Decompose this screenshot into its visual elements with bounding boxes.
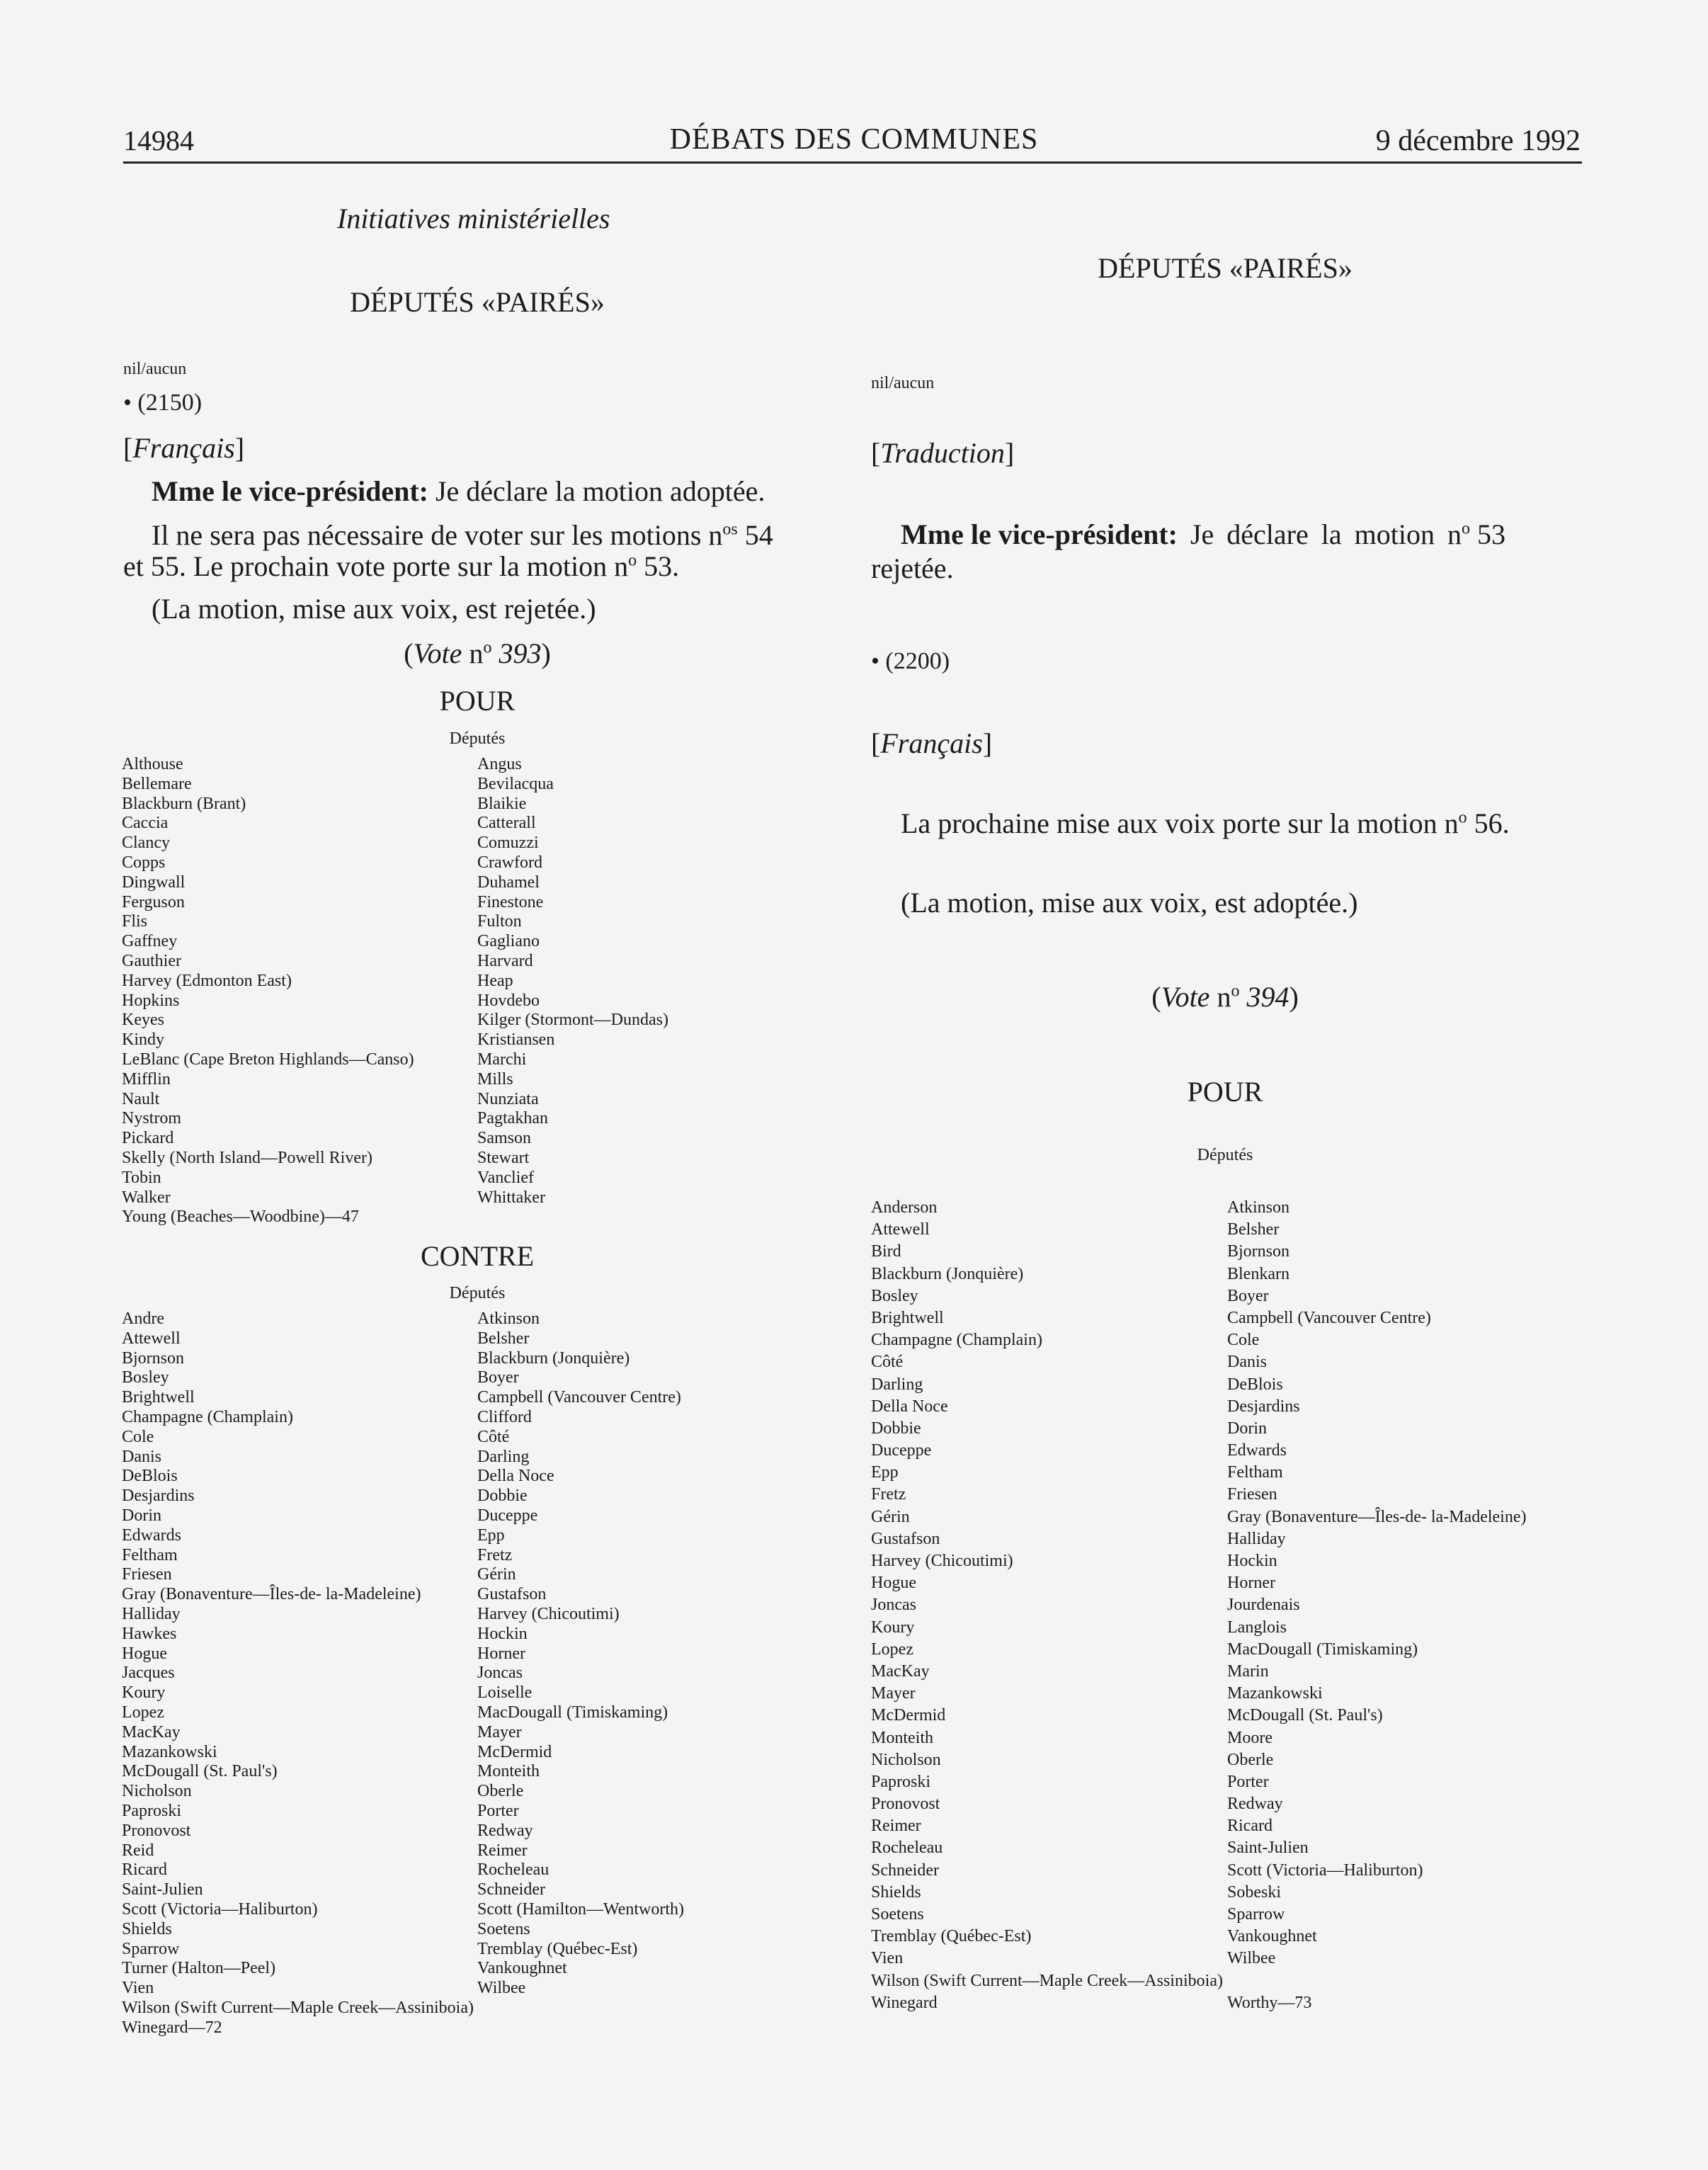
member-name: Vankoughnet	[1227, 1927, 1317, 1946]
right-speaker-paragraph	[901, 517, 1505, 552]
member-name: Friesen	[122, 1565, 172, 1584]
member-name: Côté	[477, 1427, 510, 1446]
left-paired-value: nil/aucun	[123, 360, 187, 378]
member-name: Dorin	[1227, 1419, 1267, 1438]
left-paragraph-2-line1	[152, 518, 773, 553]
member-name: Saint-Julien	[122, 1880, 203, 1899]
member-name: McDougall (St. Paul's)	[1227, 1706, 1383, 1725]
member-name: Reimer	[477, 1841, 528, 1860]
member-name: Della Noce	[871, 1397, 948, 1416]
left-vote-value: 393	[491, 637, 542, 669]
member-name: Lopez	[122, 1703, 164, 1722]
left-p2-text-a: Il ne sera pas nécessaire de voter sur les motions n	[152, 519, 723, 551]
member-name: Skelly (North Island—Powell River)	[122, 1148, 372, 1167]
member-name: Gauthier	[122, 951, 181, 970]
member-name: Kindy	[122, 1030, 164, 1050]
member-name: McDermid	[477, 1742, 552, 1761]
member-name: Finestone	[477, 892, 544, 911]
left-pour-subtitle: Députés	[449, 729, 506, 748]
left-speaker-name: Mme le vice-président:	[152, 475, 428, 507]
left-vote-n: n	[462, 637, 484, 669]
member-name: Harvey (Chicoutimi)	[871, 1552, 1013, 1570]
member-name: Dingwall	[122, 873, 186, 892]
member-name: Tobin	[122, 1168, 161, 1187]
member-name: Hogue	[871, 1574, 916, 1593]
member-name: Mayer	[871, 1684, 916, 1703]
member-name: Scott (Hamilton—Wentworth)	[477, 1899, 685, 1919]
member-name: Nicholson	[122, 1782, 192, 1801]
left-speaker-text: Je déclare la motion adoptée.	[435, 475, 765, 507]
right-vote-value: 394	[1239, 981, 1289, 1013]
member-name: Joncas	[477, 1664, 523, 1683]
member-name: Turner (Halton—Peel)	[122, 1959, 276, 1978]
member-name: Edwards	[122, 1526, 181, 1545]
member-name: Vankoughnet	[477, 1959, 567, 1978]
member-name: DeBlois	[1227, 1375, 1283, 1394]
left-pour-title: POUR	[439, 685, 516, 717]
member-name: Kilger (Stormont—Dundas)	[477, 1011, 668, 1030]
left-paragraph-2-line2	[123, 549, 679, 584]
member-name: Reimer	[871, 1817, 921, 1836]
left-contre-subtitle: Députés	[449, 1284, 506, 1302]
member-name: Hopkins	[122, 991, 180, 1010]
member-name: Schneider	[871, 1861, 939, 1880]
member-name: Clancy	[122, 834, 170, 853]
member-name: Loiselle	[477, 1683, 533, 1703]
member-name: Belsher	[477, 1329, 530, 1348]
member-name: Saint-Julien	[1227, 1839, 1309, 1858]
right-p1-text-b: 56.	[1467, 807, 1510, 839]
member-name: Andre	[122, 1310, 164, 1328]
right-language-1: Traduction	[880, 437, 1005, 469]
right-language-tag-2: [Français]	[871, 727, 993, 759]
member-name: Halliday	[122, 1604, 181, 1623]
member-name: Scott (Victoria—Haliburton)	[122, 1899, 318, 1919]
member-name: Darling	[871, 1375, 923, 1394]
member-name: Joncas	[871, 1596, 916, 1615]
member-name: Hockin	[1227, 1552, 1277, 1570]
member-name: Jacques	[122, 1664, 175, 1683]
member-name: Desjardins	[122, 1487, 195, 1506]
member-name: Attewell	[871, 1220, 930, 1239]
member-name: Campbell (Vancouver Centre)	[477, 1388, 681, 1407]
member-name: Blackburn (Jonquière)	[871, 1264, 1024, 1283]
member-name: Vien	[871, 1949, 904, 1968]
member-name: Dobbie	[871, 1419, 921, 1438]
member-name: Brightwell	[122, 1388, 195, 1407]
member-name: Samson	[477, 1129, 532, 1148]
right-paragraph-1	[901, 806, 1510, 841]
right-speaker-sup: o	[1461, 519, 1470, 538]
member-name: Bosley	[871, 1286, 918, 1305]
member-name: Bjornson	[122, 1348, 185, 1368]
member-name: Crawford	[477, 853, 542, 872]
member-name: Atkinson	[477, 1310, 540, 1328]
left-speaker-paragraph	[152, 474, 765, 509]
member-name: Horner	[1227, 1574, 1275, 1593]
member-name: Marchi	[477, 1050, 527, 1069]
left-p2l2-text-a: et 55. Le prochain vote porte sur la motion n	[123, 550, 629, 582]
member-name: McDermid	[871, 1706, 946, 1725]
member-name: Epp	[477, 1526, 505, 1545]
right-language-2: Français	[880, 727, 983, 759]
section-heading: Initiatives ministérielles	[337, 203, 610, 234]
member-name: Duceppe	[871, 1441, 932, 1460]
member-name: Della Noce	[477, 1467, 554, 1486]
member-name: Harvard	[477, 951, 533, 970]
member-name: Gérin	[477, 1565, 516, 1584]
right-pour-list-col2	[1227, 1197, 1526, 2014]
member-name: Redway	[1227, 1795, 1283, 1814]
right-pour-subtitle: Députés	[1197, 1146, 1253, 1164]
right-pour-list-col1	[871, 1197, 1223, 2014]
member-name: Soetens	[477, 1919, 530, 1938]
left-vote-sup: o	[483, 638, 492, 657]
member-name: McDougall (St. Paul's)	[122, 1762, 278, 1781]
member-name: Fulton	[477, 912, 522, 931]
member-name: Oberle	[1227, 1750, 1274, 1769]
member-name: Sobeski	[1227, 1882, 1282, 1902]
right-speaker-text-b: 53	[1469, 518, 1505, 550]
member-name: Heap	[477, 971, 513, 990]
page-header-title: DÉBATS DES COMMUNES	[669, 123, 1039, 156]
member-name: Belsher	[1227, 1220, 1280, 1239]
member-name: Harvey (Edmonton East)	[122, 971, 292, 990]
member-name: Stewart	[477, 1148, 530, 1167]
page-number: 14984	[123, 125, 194, 157]
member-name: Edwards	[1227, 1441, 1287, 1460]
member-name: Mifflin	[122, 1069, 171, 1089]
member-name: Bellemare	[122, 774, 192, 793]
member-name: Blackburn (Jonquière)	[477, 1348, 630, 1368]
member-name: Champagne (Champlain)	[122, 1407, 293, 1426]
member-name: Whittaker	[477, 1188, 545, 1207]
member-name: Gray (Bonaventure—Îles-de- la-Madeleine)	[122, 1585, 421, 1604]
member-name: Lopez	[871, 1640, 913, 1659]
member-name: Catterall	[477, 814, 536, 833]
member-name: Kristiansen	[477, 1030, 555, 1050]
member-name: Horner	[477, 1644, 525, 1663]
member-name: Pickard	[122, 1129, 174, 1148]
left-contre-title: CONTRE	[421, 1240, 534, 1272]
right-speaker-text-a: Je déclare la motion n	[1177, 518, 1462, 550]
member-name: Paproski	[122, 1801, 181, 1820]
member-name: Wilson (Swift Current—Maple Creek—Assiniboia)	[871, 1971, 1223, 1990]
member-name: Anderson	[871, 1198, 938, 1217]
member-name: Nystrom	[122, 1109, 181, 1128]
member-name: Halliday	[1227, 1529, 1286, 1548]
member-name: Dobbie	[477, 1487, 528, 1506]
member-name: Pronovost	[122, 1821, 191, 1840]
member-name: Blenkarn	[1227, 1264, 1289, 1283]
right-p1-sup: o	[1458, 808, 1467, 827]
right-speaker-name: Mme le vice-président:	[901, 518, 1178, 550]
member-name: Winegard—72	[122, 2018, 222, 2037]
member-name: Pronovost	[871, 1795, 940, 1814]
member-name: Shields	[122, 1919, 172, 1938]
member-name: Sparrow	[1227, 1905, 1285, 1924]
left-contre-list-col1	[122, 1310, 474, 2038]
member-name: Langlois	[1227, 1618, 1287, 1637]
left-pour-list-col2	[477, 755, 668, 1208]
member-name: Mills	[477, 1069, 513, 1089]
member-name: Bird	[871, 1242, 901, 1261]
member-name: Friesen	[1227, 1485, 1277, 1504]
member-name: Tremblay (Québec-Est)	[477, 1939, 638, 1958]
left-paragraph-3: (La motion, mise aux voix, est rejetée.)	[152, 593, 596, 625]
left-p2-sup: os	[722, 520, 738, 539]
member-name: Wilson (Swift Current—Maple Creek—Assiniboia)	[122, 1998, 474, 2017]
member-name: Rocheleau	[477, 1861, 550, 1880]
member-name: Nunziata	[477, 1089, 539, 1108]
member-name: Fretz	[871, 1485, 906, 1504]
member-name: Bjornson	[1227, 1242, 1290, 1261]
member-name: Gustafson	[871, 1529, 940, 1548]
member-name: Mayer	[477, 1722, 522, 1742]
member-name: Boyer	[1227, 1286, 1269, 1305]
right-speaker-line2: rejetée.	[871, 552, 954, 584]
member-name: Danis	[1227, 1353, 1267, 1372]
member-name: LeBlanc (Cape Breton Highlands—Canso)	[122, 1050, 414, 1069]
member-name	[1227, 1970, 1526, 1992]
left-language: Français	[132, 432, 235, 464]
member-name: Wilbee	[1227, 1949, 1276, 1968]
member-name: Desjardins	[1227, 1397, 1300, 1416]
right-pour-title: POUR	[1187, 1076, 1263, 1108]
member-name: MacDougall (Timiskaming)	[1227, 1640, 1418, 1659]
member-name: Clifford	[477, 1407, 532, 1426]
member-name: Bevilacqua	[477, 774, 554, 793]
member-name: Paproski	[871, 1772, 930, 1791]
member-name: Harvey (Chicoutimi)	[477, 1604, 620, 1623]
left-p2l2-sup: o	[628, 551, 637, 570]
member-name: Danis	[122, 1447, 161, 1466]
left-contre-list-col2	[477, 1310, 684, 1999]
right-vote-n: n	[1209, 981, 1231, 1013]
member-name: Brightwell	[871, 1308, 944, 1327]
right-vote-label: Vote	[1161, 981, 1210, 1013]
member-name: Keyes	[122, 1011, 164, 1030]
member-name: Ricard	[122, 1861, 167, 1880]
member-name: Reid	[122, 1841, 154, 1860]
member-name: Hovdebo	[477, 991, 540, 1010]
member-name: Hockin	[477, 1624, 528, 1643]
member-name: Fretz	[477, 1545, 513, 1564]
member-name: Sparrow	[122, 1939, 180, 1958]
member-name: Pagtakhan	[477, 1109, 548, 1128]
member-name: Gaffney	[122, 932, 178, 951]
member-name: Ricard	[1227, 1817, 1273, 1836]
member-name: Bosley	[122, 1368, 169, 1387]
member-name: Porter	[477, 1801, 519, 1820]
member-name: Vanclief	[477, 1168, 534, 1187]
right-paragraph-2: (La motion, mise aux voix, est adoptée.)	[901, 887, 1358, 919]
member-name: MacDougall (Timiskaming)	[477, 1703, 668, 1722]
member-name: Soetens	[871, 1905, 924, 1924]
member-name: Vien	[122, 1979, 154, 1998]
member-name: Winegard	[871, 1993, 938, 2012]
left-p2l2-text-b: 53.	[637, 550, 680, 582]
member-name: Darling	[477, 1447, 530, 1466]
member-name: Ferguson	[122, 892, 185, 911]
left-paired-title: DÉPUTÉS «PAIRÉS»	[350, 286, 605, 318]
member-name: Nicholson	[871, 1750, 941, 1769]
page-date: 9 décembre 1992	[1375, 125, 1581, 157]
left-vote-number: (Vote $n^o$ 393)	[404, 637, 551, 669]
member-name: Caccia	[122, 814, 169, 833]
member-name: Koury	[122, 1683, 166, 1703]
member-name: Côté	[871, 1353, 904, 1372]
right-p1-text-a: La prochaine mise aux voix porte sur la motion n	[901, 807, 1459, 839]
member-name: Althouse	[122, 755, 183, 773]
member-name: Gray (Bonaventure—Îles-de- la-Madeleine)	[1227, 1507, 1527, 1526]
member-name: Wilbee	[477, 1979, 526, 1998]
member-name: Feltham	[122, 1545, 178, 1564]
member-name: Walker	[122, 1188, 171, 1207]
left-language-tag: [Français]	[123, 432, 245, 464]
member-name: Hawkes	[122, 1624, 177, 1643]
member-name: Koury	[871, 1618, 915, 1637]
member-name: Atkinson	[1227, 1198, 1290, 1217]
member-name: Hogue	[122, 1644, 167, 1663]
member-name: Comuzzi	[477, 834, 539, 853]
member-name: Oberle	[477, 1782, 524, 1801]
member-name: Gustafson	[477, 1585, 547, 1604]
member-name: Porter	[1227, 1772, 1269, 1791]
member-name: Campbell (Vancouver Centre)	[1227, 1308, 1431, 1327]
member-name: Cole	[1227, 1331, 1260, 1350]
right-paired-title: DÉPUTÉS «PAIRÉS»	[1098, 252, 1353, 284]
member-name: Mazankowski	[122, 1742, 217, 1761]
member-name: Jourdenais	[1227, 1596, 1300, 1615]
member-name: Worthy—73	[1227, 1993, 1312, 2012]
member-name: Shields	[871, 1882, 921, 1902]
member-name: Blaikie	[477, 794, 527, 813]
member-name: Flis	[122, 912, 148, 931]
member-name: Dorin	[122, 1506, 161, 1525]
member-name: Boyer	[477, 1368, 519, 1387]
member-name: Attewell	[122, 1329, 181, 1348]
member-name: Feltham	[1227, 1463, 1283, 1482]
header-rule	[123, 161, 1582, 164]
right-language-tag-1: [Traduction]	[871, 437, 1015, 469]
right-vote-number: (Vote $n^o$ 394)	[1151, 981, 1299, 1013]
member-name: Nault	[122, 1089, 160, 1108]
left-p2-text-b: 54	[737, 519, 773, 551]
member-name: Redway	[477, 1821, 533, 1840]
right-time-marker: • (2200)	[871, 648, 950, 674]
member-name: Tremblay (Québec-Est)	[871, 1927, 1032, 1946]
left-pour-list-col1	[122, 755, 414, 1227]
member-name: Champagne (Champlain)	[871, 1331, 1042, 1350]
member-name: DeBlois	[122, 1467, 178, 1486]
member-name: Copps	[122, 853, 166, 872]
member-name: MacKay	[871, 1661, 930, 1681]
member-name: Monteith	[871, 1728, 933, 1747]
member-name: Young (Beaches—Woodbine)—47	[122, 1208, 359, 1227]
member-name: Rocheleau	[871, 1839, 943, 1858]
member-name: Marin	[1227, 1661, 1269, 1681]
member-name: Gérin	[871, 1507, 910, 1526]
left-time-marker: • (2150)	[123, 390, 203, 416]
right-paired-value: nil/aucun	[871, 374, 935, 392]
left-vote-label: Vote	[413, 637, 462, 669]
member-name: Duhamel	[477, 873, 540, 892]
right-vote-sup: o	[1231, 982, 1240, 1001]
member-name: Mazankowski	[1227, 1684, 1323, 1703]
member-name: MacKay	[122, 1722, 181, 1742]
member-name: Monteith	[477, 1762, 540, 1781]
member-name: Blackburn (Brant)	[122, 794, 246, 813]
member-name: Angus	[477, 755, 522, 773]
member-name: Epp	[871, 1463, 899, 1482]
member-name: Scott (Victoria—Haliburton)	[1227, 1861, 1423, 1880]
member-name: Schneider	[477, 1880, 545, 1899]
member-name: Duceppe	[477, 1506, 538, 1525]
member-name: Cole	[122, 1427, 154, 1446]
member-name: Moore	[1227, 1728, 1273, 1747]
member-name: Gagliano	[477, 932, 540, 951]
